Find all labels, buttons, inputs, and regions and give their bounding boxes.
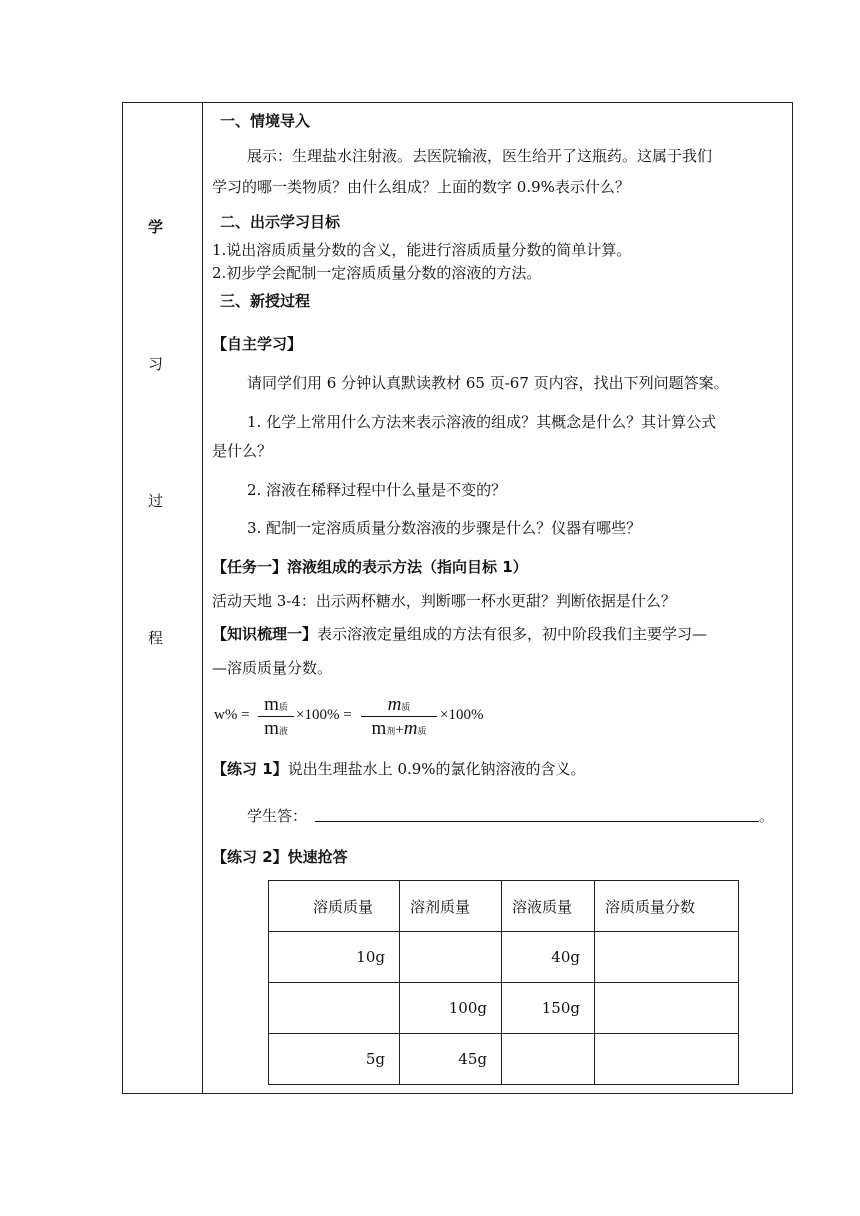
table-row [269,983,739,1034]
section-1-title: 一、情境导入 [220,112,311,130]
fraction-2-numerator: m质 [387,694,411,715]
question-2: 2. 溶液在稀释过程中什么量是不变的？ [247,481,507,499]
section-2-title: 二、出示学习目标 [220,213,341,231]
formula-times-1: ×100% = [296,707,352,723]
table-header-cell: 溶质质量分数 [595,881,739,932]
question-1-line-1: 1. 化学上常用什么方法来表示溶液的组成？其概念是什么？其计算公式 [247,413,717,431]
formula-times-2: ×100% [440,707,484,723]
exercise-1-text: 说出生理盐水上 0.9%的氯化钠溶液的含义。 [287,760,586,778]
table-header-cell: 溶剂质量 [400,881,502,932]
task-1-heading: 【任务一】溶液组成的表示方法（指向目标 1） [212,558,528,576]
exercise-1 [212,758,586,780]
section-1-line-2: 学习的哪一类物质？由什么组成？上面的数字 0.9%表示什么？ [212,178,630,196]
table-cell[interactable] [595,932,739,983]
table-cell: 45g [400,1034,502,1085]
quick-answer-table [268,880,739,1085]
column-divider [202,102,203,1094]
goal-2: 2.初步学会配制一定溶质质量分数的溶液的方法。 [212,264,542,282]
table-cell: 150g [502,983,595,1034]
question-1-line-2: 是什么？ [212,442,273,460]
exercise-1-tag: 【练习 1】 [212,760,288,778]
knowledge-line-2: —溶质质量分数。 [212,659,333,677]
side-label-2: 习 [148,355,164,373]
fraction-1-bar [258,716,294,717]
formula-lhs: w% = [214,707,250,723]
answer-input-line[interactable] [315,821,759,822]
section-3-title: 三、新授过程 [220,292,311,310]
table-cell: 40g [502,932,595,983]
goal-1: 1.说出溶质质量分数的含义，能进行溶质质量分数的简单计算。 [212,241,632,259]
table-cell: 100g [400,983,502,1034]
table-cell[interactable] [269,983,400,1034]
side-label-1: 学 [148,218,164,236]
activity-text: 活动天地 3-4：出示两杯糖水，判断哪一杯水更甜？判断依据是什么？ [212,592,676,610]
table-cell[interactable] [595,1034,739,1085]
table-cell[interactable] [595,983,739,1034]
question-3: 3. 配制一定溶质质量分数溶液的步骤是什么？仪器有哪些？ [247,519,642,537]
side-label-4: 程 [148,629,164,647]
knowledge-tag: 【知识梳理一】 [212,625,318,643]
self-study-intro: 请同学们用 6 分钟认真默读教材 65 页-67 页内容，找出下列问题答案。 [247,374,729,392]
knowledge-line-1 [212,623,707,645]
fraction-1-numerator: m质 [264,694,288,715]
mass-fraction-formula [214,694,534,750]
table-row [269,932,739,983]
self-study-heading: 【自主学习】 [212,335,303,353]
section-1-line-1: 展示：生理盐水注射液。去医院输液，医生给开了这瓶药。这属于我们 [247,147,713,165]
answer-label: 学生答： [247,807,308,825]
table-cell [400,932,502,983]
table-header-cell: 溶质质量 [269,881,400,932]
table-header-row [269,881,739,932]
table-header-cell: 溶液质量 [502,881,595,932]
knowledge-text: 表示溶液定量组成的方法有很多，初中阶段我们主要学习— [317,625,708,643]
fraction-2-denominator: m剂+m质 [371,718,427,739]
answer-end: 。 [759,807,775,825]
fraction-1-denominator: m液 [264,718,288,739]
exercise-2-heading: 【练习 2】快速抢答 [212,848,348,866]
table-row [269,1034,739,1085]
fraction-2-bar [361,716,437,717]
table-cell[interactable] [502,1034,595,1085]
table-cell: 10g [269,932,400,983]
table-cell: 5g [269,1034,400,1085]
side-label-3: 过 [148,492,164,510]
